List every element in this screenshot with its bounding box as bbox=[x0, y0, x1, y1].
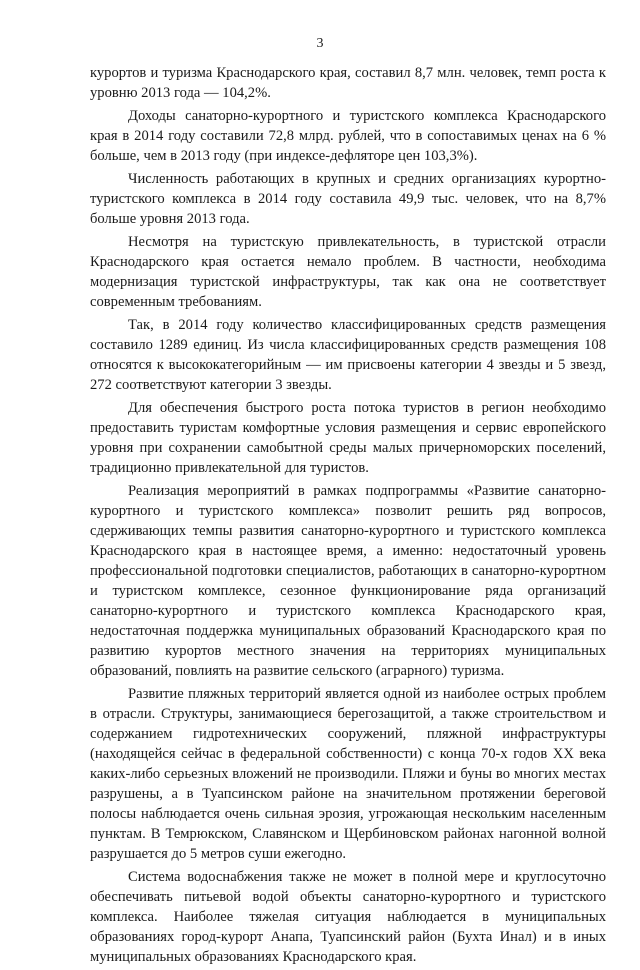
paragraph-subprogram: Реализация мероприятий в рамках подпрограммы «Развитие санаторно-курортного и туристского комплекса» позволит решить ряд вопросов, сдерживающих темпы развития санаторно-курортного и туристского комплекса Краснодарского края в настоящее время, а именно: недостаточный уровень профессиональной подготовки специалистов, работающих в санаторно-курортном и туристском комплексе, сезонное функционирование ряда организаций санаторно-курортного и туристского комплекса Краснодарского края, недостаточная поддержка муниципальных образований Краснодарского края по развитию курортов местного значения на территориях муниципальных образований, повлиять на развитие сельского (аграрного) туризма. bbox=[90, 483, 606, 679]
paragraph-revenue: Доходы санаторно-курортного и туристского комплекса Краснодарского края в 2014 году составили 72,8 млрд. рублей, что в сопоставимых ценах на 6 % больше, чем в 2013 году (при индексе-дефляторе цен 103,3%). bbox=[90, 108, 606, 164]
paragraph-comfort-conditions: Для обеспечения быстрого роста потока туристов в регион необходимо предоставить туристам комфортные условия размещения и сервис европейского уровня при сохранении самобытной среды малых причерноморских поселений, традиционно привлекательной для туристов. bbox=[90, 400, 606, 476]
paragraph-employment: Численность работающих в крупных и средних организациях курортно-туристского комплекса в 2014 году составила 49,9 тыс. человек, что на 8,7% больше уровня 2013 года. bbox=[90, 171, 606, 227]
document-body bbox=[90, 63, 606, 970]
paragraph-problems: Несмотря на туристскую привлекательность, в туристской отрасли Краснодарского края остается немало проблем. В частности, необходима модернизация туристской инфраструктуры, так как она не соответствует современным требованиям. bbox=[90, 234, 606, 310]
paragraph-accommodation: Так, в 2014 году количество классифицированных средств размещения составило 1289 единиц. Из числа классифицированных средств размещения 108 относятся к высококатегорийным — им присвоены категории 4 звезды и 5 звезд, 272 соответствуют категории 3 звезды. bbox=[90, 317, 606, 393]
paragraph-beaches: Развитие пляжных территорий является одной из наиболее острых проблем в отрасли. Структуры, занимающиеся берегозащитой, а также строительством и содержанием гидротехнических сооружений, пляжной инфраструктуры (находящейся сейчас в федеральной собственности) с конца 70-х годов XX века каких-либо серьезных вложений не производили. Пляжи и буны во многих местах разрушены, а в Туапсинском районе на значительном протяжении береговой полосы наблюдается очень сильная эрозия, угрожающая нескольким населенным пунктам. В Темрюкском, Славянском и Щербиновском районах нагонной волной разрушается до 5 метров суши ежегодно. bbox=[90, 686, 606, 862]
paragraph-tourist-flow-continued: курортов и туризма Краснодарского края, составил 8,7 млн. человек, темп роста к уровню 2013 года — 104,2%. bbox=[90, 65, 606, 101]
page-number: 3 bbox=[316, 36, 324, 51]
paragraph-water-supply: Система водоснабжения также не может в полной мере и круглосуточно обеспечивать питьевой водой объекты санаторно-курортного и туристского комплекса. Наиболее тяжелая ситуация наблюдается в муниципальных образованиях город-курорт Анапа, Туапсинский район (Бухта Инал) и в иных муниципальных образованиях Краснодарского края. bbox=[90, 869, 606, 965]
